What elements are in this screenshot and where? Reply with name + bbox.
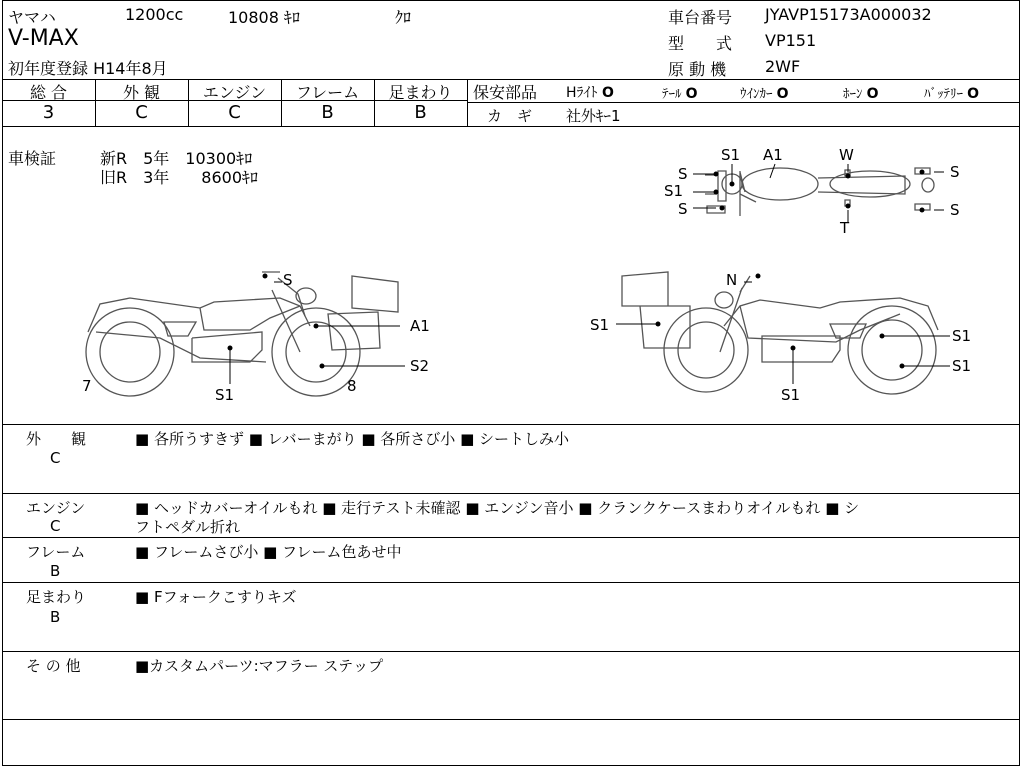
- first-registration: 初年度登録 H14年8月: [8, 59, 168, 78]
- key-value: 社外ｷｰ1: [566, 107, 621, 125]
- safety-battery: ﾊﾞｯﾃﾘｰ O: [924, 86, 980, 102]
- safety-headlight: Hﾗｲﾄ O: [566, 85, 614, 101]
- grade-header-overall: 総 合: [29, 83, 68, 102]
- note-grade-frame: B: [50, 562, 61, 580]
- safety-horn: ﾎｰﾝ O: [843, 86, 879, 102]
- label-right-s1-bottom: S1: [781, 386, 801, 404]
- chassis-label: 車台番号: [668, 8, 733, 27]
- note-grade-exterior: C: [50, 449, 61, 467]
- mileage: 10808 ｷﾛ: [228, 8, 300, 27]
- safety-label: 保安部品: [473, 83, 538, 102]
- chassis-value: JYAVP15173A000032: [765, 5, 932, 24]
- grade-header-exterior: 外 観: [122, 83, 161, 102]
- note-label-other: そ の 他: [26, 657, 81, 675]
- note-grade-engine: C: [50, 517, 61, 535]
- label-left-s: S: [283, 271, 293, 289]
- maker: ヤマハ: [8, 8, 56, 27]
- label-top-s-bottom-right: S: [950, 201, 960, 219]
- note-label-suspension: 足まわり: [26, 588, 87, 606]
- grade-header-frame: フレーム: [295, 83, 360, 102]
- note-grade-suspension: B: [50, 608, 61, 626]
- inspection-label: 車検証: [8, 149, 57, 168]
- label-right-s1-a: S1: [952, 327, 972, 345]
- label-top-s-bottom-left: S: [678, 200, 688, 218]
- label-top-s1: S1: [721, 146, 741, 164]
- key-label: カ ギ: [487, 107, 533, 125]
- note-text-exterior: ■ 各所うすきず ■ レバーまがり ■ 各所さび小 ■ シートしみ小: [135, 430, 570, 448]
- right-side-bike: [622, 272, 938, 394]
- grade-value-suspension: B: [414, 102, 427, 123]
- engine-label: 原 動 機: [668, 60, 727, 79]
- type-value: VP151: [765, 31, 817, 50]
- note-label-engine: エンジン: [26, 499, 86, 517]
- label-left-a1: A1: [410, 317, 430, 335]
- grade-value-engine: C: [228, 102, 241, 123]
- inspection-new: 新R 5年 10300ｷﾛ: [100, 149, 253, 168]
- label-right-n: N: [726, 271, 738, 289]
- label-left-7: 7: [82, 377, 92, 395]
- type-label: 型 式: [668, 34, 733, 53]
- note-label-exterior: 外 観: [26, 430, 87, 448]
- grade-value-frame: B: [321, 102, 334, 123]
- grade-value-overall: 3: [42, 102, 55, 123]
- displacement: 1200cc: [125, 5, 184, 24]
- label-top-t: T: [840, 219, 850, 237]
- label-top-s-left: S: [678, 165, 688, 183]
- label-left-8: 8: [347, 377, 357, 395]
- label-left-s1: S1: [215, 386, 235, 404]
- color: ｸﾛ: [395, 8, 412, 27]
- label-left-s2: S2: [410, 357, 430, 375]
- safety-winker: ｳｲﾝｶｰ O: [740, 86, 789, 102]
- note-text-other: ■カスタムパーツ:マフラー ステップ: [135, 657, 384, 675]
- label-right-s1-left: S1: [590, 316, 610, 334]
- engine-value: 2WF: [765, 57, 801, 76]
- label-top-w: W: [839, 146, 854, 164]
- label-top-s1-left: S1: [664, 182, 684, 200]
- note-label-frame: フレーム: [26, 543, 86, 561]
- inspection-old: 旧R 3年 8600ｷﾛ: [100, 168, 259, 187]
- grade-value-exterior: C: [135, 102, 148, 123]
- grade-header-suspension: 足まわり: [388, 83, 453, 102]
- note-text-engine: ■ ヘッドカバーオイルもれ ■ 走行テスト未確認 ■ エンジン音小 ■ クランクケースまわりオイルもれ ■ シ: [135, 499, 860, 517]
- note-text-frame: ■ フレームさび小 ■ フレーム色あせ中: [135, 543, 402, 561]
- note-text-suspension: ■ Fフォークこすりキズ: [135, 588, 297, 606]
- label-top-s-right: S: [950, 163, 960, 181]
- model-name: V-MAX: [8, 26, 79, 51]
- top-view-diagram: [705, 168, 934, 216]
- damage-diagram: [0, 126, 1020, 426]
- safety-tail: ﾃｰﾙ O: [662, 86, 698, 102]
- label-top-a1: A1: [763, 146, 783, 164]
- label-right-s1-b: S1: [952, 357, 972, 375]
- grade-header-engine: エンジン: [202, 83, 267, 102]
- note-text-engine-2: フトペダル折れ: [135, 518, 241, 536]
